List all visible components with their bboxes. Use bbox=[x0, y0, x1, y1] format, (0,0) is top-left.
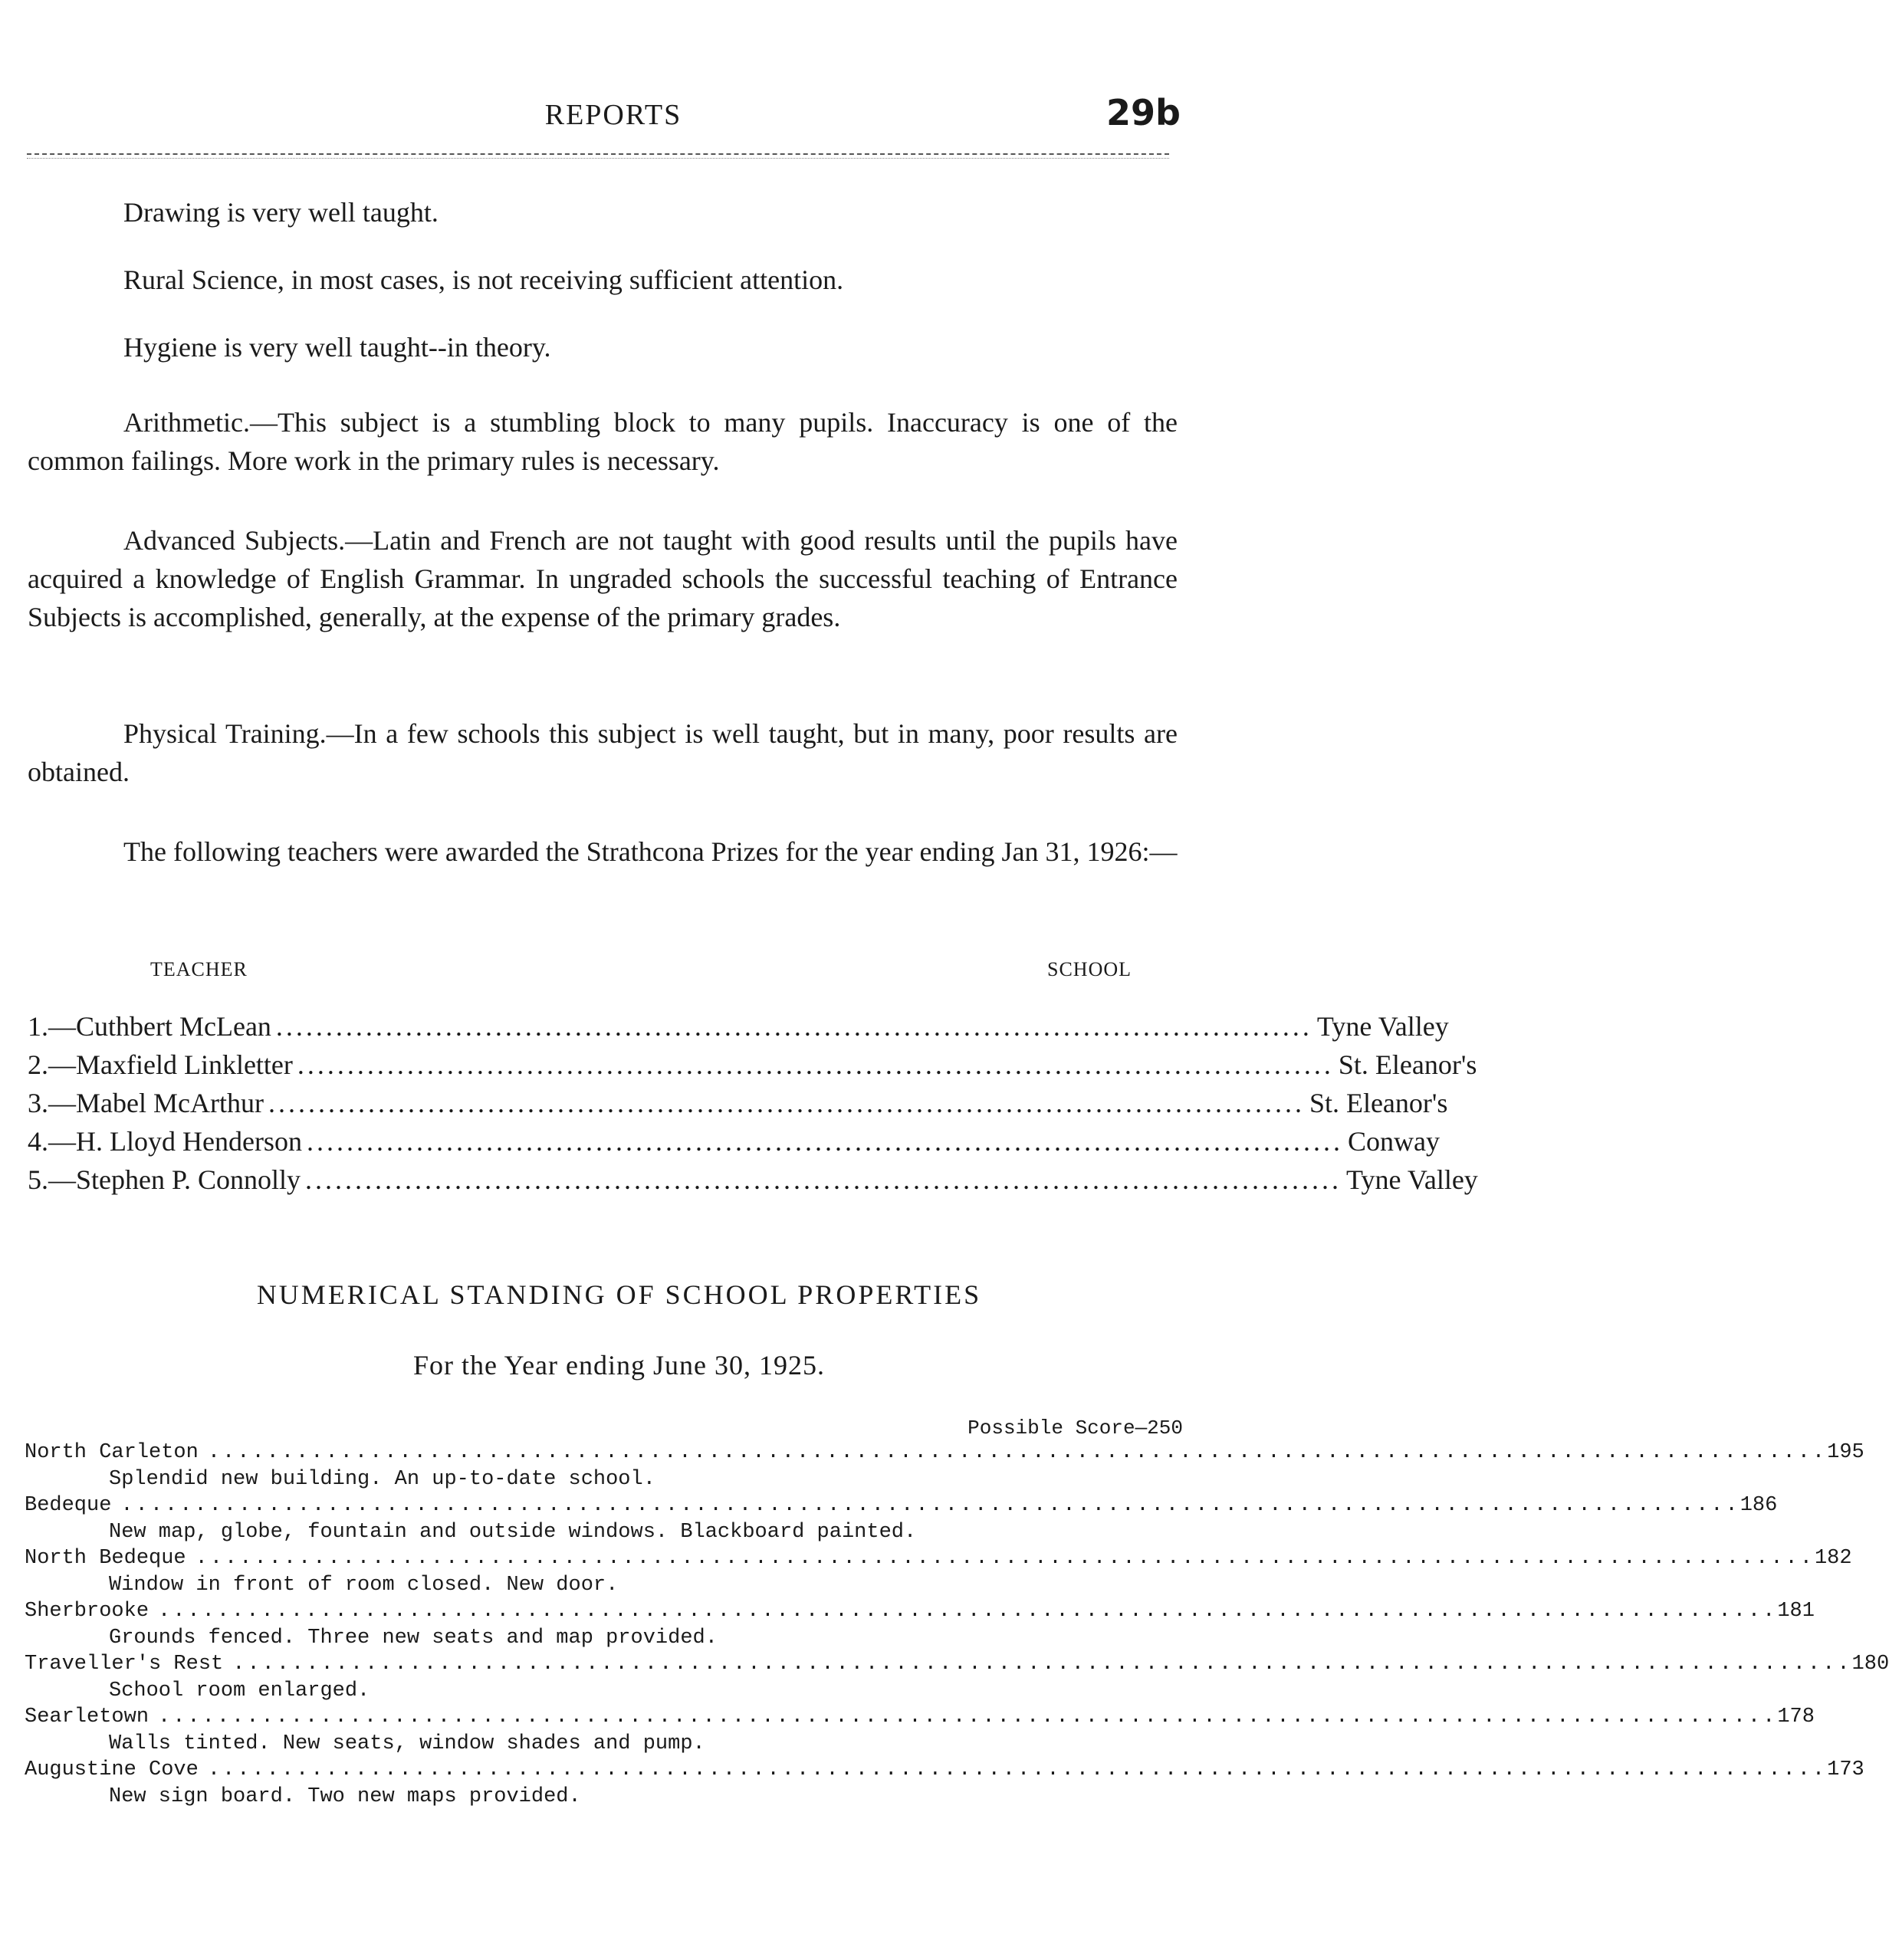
table-row bbox=[25, 1547, 1852, 1574]
school-score: 181 bbox=[1777, 1600, 1815, 1623]
prize-teacher: Mabel McArthur bbox=[76, 1088, 264, 1118]
page-number: 29b bbox=[1106, 92, 1181, 133]
school-score: 173 bbox=[1827, 1758, 1864, 1781]
prize-table-header bbox=[28, 958, 1178, 989]
column-header-teacher: TEACHER bbox=[150, 958, 248, 980]
school-name: Searletown bbox=[25, 1706, 149, 1729]
dot-leader: .............................................................................................................. bbox=[158, 1600, 1778, 1623]
dot-leader: ........................................................................................................ bbox=[268, 1088, 1305, 1118]
school-note: New sign board. Two new maps provided. bbox=[109, 1784, 581, 1808]
table-row bbox=[25, 1706, 1815, 1732]
section-subtitle: For the Year ending June 30, 1925. bbox=[413, 1350, 825, 1381]
header-rule bbox=[27, 153, 1169, 155]
prize-list bbox=[28, 1010, 1478, 1202]
dot-leader: .............................................................................................................. bbox=[195, 1547, 1815, 1570]
possible-score-note: Possible Score—250 bbox=[967, 1417, 1183, 1440]
school-properties-list bbox=[25, 1441, 1889, 1811]
school-note: School room enlarged. bbox=[109, 1679, 370, 1702]
school-note: Window in front of room closed. New door. bbox=[109, 1573, 619, 1597]
paragraph-strathcona-intro: The following teachers were awarded the Strathcona Prizes for the year ending Jan 31, 1926:— bbox=[123, 836, 1178, 867]
prize-teacher: H. Lloyd Henderson bbox=[76, 1126, 302, 1157]
school-name: North Bedeque bbox=[25, 1547, 186, 1570]
prize-school: Tyne Valley bbox=[1316, 1011, 1449, 1042]
list-item: 5.—Stephen P. Connolly ........................................................................................................ Tyne Valley bbox=[28, 1164, 1478, 1195]
school-name: Traveller's Rest bbox=[25, 1653, 224, 1676]
running-title: REPORTS bbox=[544, 99, 682, 131]
list-item: 2.—Maxfield Linkletter ........................................................................................................ St. Eleanor's bbox=[28, 1049, 1477, 1080]
prize-number: 4. bbox=[28, 1126, 48, 1157]
paragraph-physical-training: Physical Training.—In a few schools this subject is well taught, but in many, poor results are obtained. bbox=[28, 718, 1178, 787]
school-name: Sherbrooke bbox=[25, 1600, 149, 1623]
prize-teacher: Maxfield Linkletter bbox=[76, 1049, 293, 1080]
prize-teacher: Stephen P. Connolly bbox=[76, 1164, 301, 1195]
section-title: NUMERICAL STANDING OF SCHOOL PROPERTIES bbox=[256, 1279, 982, 1310]
list-item: 3.—Mabel McArthur ........................................................................................................ St. Eleanor's bbox=[28, 1088, 1448, 1118]
dot-leader: .............................................................................................................. bbox=[158, 1706, 1778, 1729]
school-note: New map, globe, fountain and outside windows. Blackboard painted. bbox=[109, 1520, 917, 1544]
school-score: 178 bbox=[1777, 1706, 1815, 1729]
page-header bbox=[31, 90, 1196, 144]
prize-number: 3. bbox=[28, 1088, 48, 1118]
paragraph-drawing: Drawing is very well taught. bbox=[123, 197, 439, 228]
school-note: Splendid new building. An up-to-date school. bbox=[109, 1467, 655, 1491]
prize-school: St. Eleanor's bbox=[1338, 1049, 1477, 1080]
dot-leader: ........................................................................................................ bbox=[275, 1011, 1312, 1042]
column-header-school: SCHOOL bbox=[1046, 958, 1132, 980]
school-score: 195 bbox=[1827, 1441, 1864, 1464]
school-score: 180 bbox=[1851, 1653, 1889, 1676]
table-row bbox=[25, 1758, 1864, 1785]
paragraph-advanced-subjects: Advanced Subjects.—Latin and French are not taught with good results until the pupils have acquired a knowledge of English Grammar. In ungraded schools the successful teaching of Entrance Subjects is accomplished, generally, at the expense of the primary grades. bbox=[28, 525, 1178, 632]
dot-leader: .............................................................................................................. bbox=[120, 1494, 1740, 1517]
table-row bbox=[25, 1600, 1815, 1627]
paragraph-arithmetic: Arithmetic.—This subject is a stumbling block to many pupils. Inaccuracy is one of the common failings. More work in the primary rules is necessary. bbox=[28, 407, 1178, 476]
school-note: Walls tinted. New seats, window shades and pump. bbox=[109, 1732, 705, 1755]
prize-number: 2. bbox=[28, 1049, 48, 1080]
dot-leader: ........................................................................................................ bbox=[306, 1126, 1343, 1157]
paragraph-hygiene: Hygiene is very well taught--in theory. bbox=[123, 332, 551, 363]
header-rule-secondary bbox=[27, 158, 1169, 159]
school-score: 186 bbox=[1740, 1494, 1778, 1517]
school-name: Bedeque bbox=[25, 1494, 112, 1517]
dot-leader: ........................................................................................................ bbox=[305, 1164, 1342, 1195]
prize-number: 1. bbox=[28, 1011, 48, 1042]
list-item: 1.—Cuthbert McLean ........................................................................................................ Tyne Valley bbox=[28, 1011, 1449, 1042]
prize-school: Tyne Valley bbox=[1346, 1164, 1478, 1195]
dot-leader: ........................................................................................................ bbox=[297, 1049, 1334, 1080]
dot-leader: .............................................................................................................. bbox=[207, 1758, 1828, 1781]
prize-school: Conway bbox=[1347, 1126, 1440, 1157]
table-row bbox=[25, 1494, 1778, 1521]
school-name: North Carleton bbox=[25, 1441, 199, 1464]
dot-leader: .............................................................................................................. bbox=[207, 1441, 1828, 1464]
list-item: 4.—H. Lloyd Henderson ........................................................................................................ Conway bbox=[28, 1126, 1440, 1157]
table-row bbox=[25, 1441, 1864, 1468]
school-score: 182 bbox=[1814, 1547, 1852, 1570]
prize-teacher: Cuthbert McLean bbox=[76, 1011, 271, 1042]
school-name: Augustine Cove bbox=[25, 1758, 199, 1781]
prize-school: St. Eleanor's bbox=[1309, 1088, 1448, 1118]
school-note: Grounds fenced. Three new seats and map provided. bbox=[109, 1626, 718, 1650]
paragraph-rural-science: Rural Science, in most cases, is not receiving sufficient attention. bbox=[123, 264, 844, 295]
table-row bbox=[25, 1653, 1889, 1679]
prize-number: 5. bbox=[28, 1164, 48, 1195]
dot-leader: .............................................................................................................. bbox=[232, 1653, 1852, 1676]
